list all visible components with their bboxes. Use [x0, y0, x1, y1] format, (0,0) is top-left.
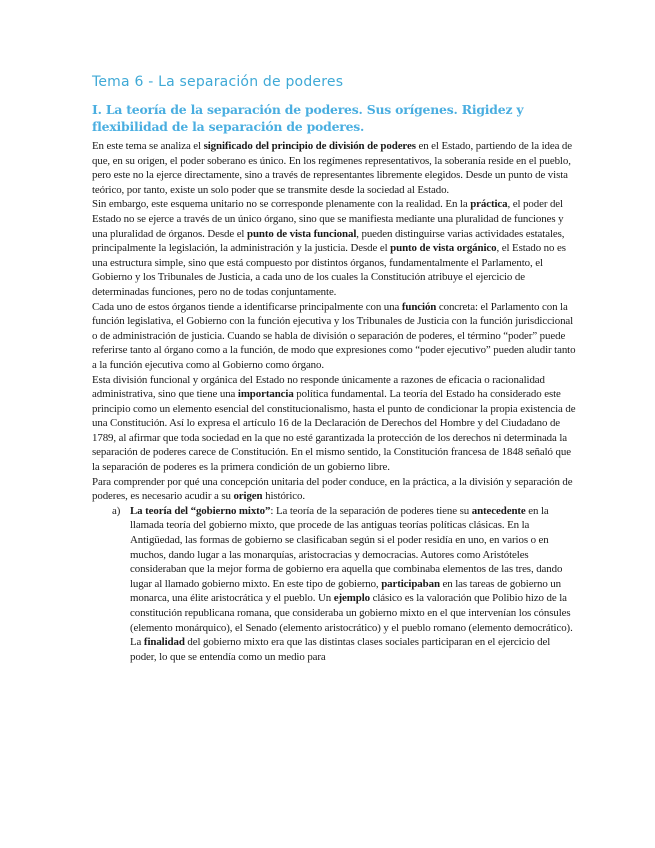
text-run: Sin embargo, este esquema unitario no se corresponde plenamente con la realidad. En la	[92, 198, 471, 211]
paragraph	[92, 475, 578, 504]
text-run: , el Estado no es una estructura simple, sino que está compuesto por distintos órganos, fundamentalmente el Parlamento, el Gobierno y los Tribunales de Justicia, a cada uno de los cuales la Constitución atribuye el ejercicio de determinadas funciones, pero no de todas conjuntamente.	[92, 242, 566, 298]
bold-term: importancia	[237, 388, 294, 401]
list-marker: a)	[112, 504, 121, 517]
text-run: clásico es la valoración que Polibio hizo de la constitución republicana romana, que consideraba un gobierno mixto en el que intervenían los cónsules (elemento monárquico), el Senado (elemento aristocrático) y el pueblo romano (elemento democrático). La	[130, 592, 573, 649]
bold-term: punto de vista funcional	[246, 227, 357, 240]
text-run: concreta: el Parlamento con la función legislativa, el Gobierno con la función ejecutiva y los Tribunales de Justicia con la función jurisdiccional o de administración de justicia. Cuando se habla de división o separación de poderes, el término “poder” puede referirse tanto al órgano como a la función, de modo que expresiones como “poder ejecutivo” pueden aludir tanto a la función ejecutiva como al Gobierno como órgano.	[92, 300, 576, 371]
text-run: , el poder del Estado no se ejerce a través de un único órgano, sino que se manifiesta mediante una pluralidad de funciones y una pluralidad de órganos. Desde el	[92, 198, 564, 240]
text-run: en el Estado, partiendo de la idea de que, en su origen, el poder soberano es único. En los regímenes representativos, la soberanía reside en el pueblo, pero este no la ejerce directamente, sino a través de representantes libremente elegidos. Desde un punto de vista teórico, por tanto, existe un solo poder que se transmite desde la sociedad al Estado.	[92, 140, 573, 196]
text-run: Cada uno de estos órganos tiende a identificarse principalmente con una	[92, 300, 402, 313]
ordered-list	[92, 504, 578, 665]
list-item	[92, 504, 578, 665]
text-run: , pueden distinguirse varias actividades estatales, principalmente la legislación, la administración y la justicia. Desde el	[92, 227, 565, 255]
text-run: Para comprender por qué una concepción unitaria del poder conduce, en la práctica, a la división y separación de poderes, es necesario acudir a su	[92, 475, 573, 503]
document-body	[92, 139, 578, 664]
paragraph	[92, 139, 578, 197]
text-run: En este tema se analiza el	[92, 140, 204, 152]
bold-term: finalidad	[143, 636, 185, 649]
bold-term: antecedente	[471, 504, 526, 517]
bold-term: función	[401, 300, 437, 313]
paragraph	[92, 300, 578, 373]
paragraph	[92, 373, 578, 475]
text-run: en la llamada teoría del gobierno mixto, que procede de las antiguas teorías políticas clásicas. En la Antigüedad, las formas de gobierno se clasificaban según si el poder residía en uno, en varios o en muchos, dando lugar a las monarquías, aristocracias y democracias. Autores como Aristóteles consideraban que la mejor forma de gobierno era aquella que combinaba elementos de las tres, dando lugar al llamado gobierno mixto. En este tipo de gobierno,	[130, 504, 563, 590]
text-run: del gobierno mixto era que las distintas clases sociales participaran en el ejercicio del poder, lo que se entendía como un medio para	[130, 636, 551, 663]
text-run: en las tareas de gobierno un monarca, una élite aristocrática y el pueblo. Un	[130, 577, 561, 605]
bold-term: origen	[233, 490, 263, 503]
text-run: política fundamental. La teoría del Estado ha considerado este principio como un elemento esencial del constitucionalismo, hasta el punto de condicionar la propia existencia de una Constitución. Así lo expresa el artículo 16 de la Declaración de Derechos del Hombre y del Ciudadano de 1789, al afirmar que toda sociedad en la que no esté garantizada la protección de los derechos ni determinada la separación de poderes carece de Constitución. En el mismo sentido, la Constitución francesa de 1848 señaló que la separación de poderes es la primera condición de un gobierno libre.	[92, 388, 576, 474]
bold-term: práctica	[470, 198, 508, 211]
section-heading: I. La teoría de la separación de poderes. Sus orígenes. Rigidez y flexibilidad de la separación de poderes.	[92, 102, 524, 134]
text-run: : La teoría de la separación de poderes tiene su	[270, 504, 472, 517]
bold-term: punto de vista orgánico	[390, 242, 497, 255]
bold-term: participaban	[381, 577, 440, 590]
document-title: Tema 6 - La separación de poderes	[92, 74, 344, 90]
paragraph-list	[92, 139, 578, 504]
paragraph	[92, 197, 578, 299]
bold-term: ejemplo	[333, 592, 370, 605]
bold-term: significado del principio de división de poderes	[203, 140, 416, 152]
text-run: Esta división funcional y orgánica del Estado no responde únicamente a razones de eficacia o racionalidad administrativa, sino que tiene una	[92, 373, 545, 401]
text-run: histórico.	[262, 490, 305, 503]
bold-term: La teoría del “gobierno mixto”	[130, 504, 271, 517]
